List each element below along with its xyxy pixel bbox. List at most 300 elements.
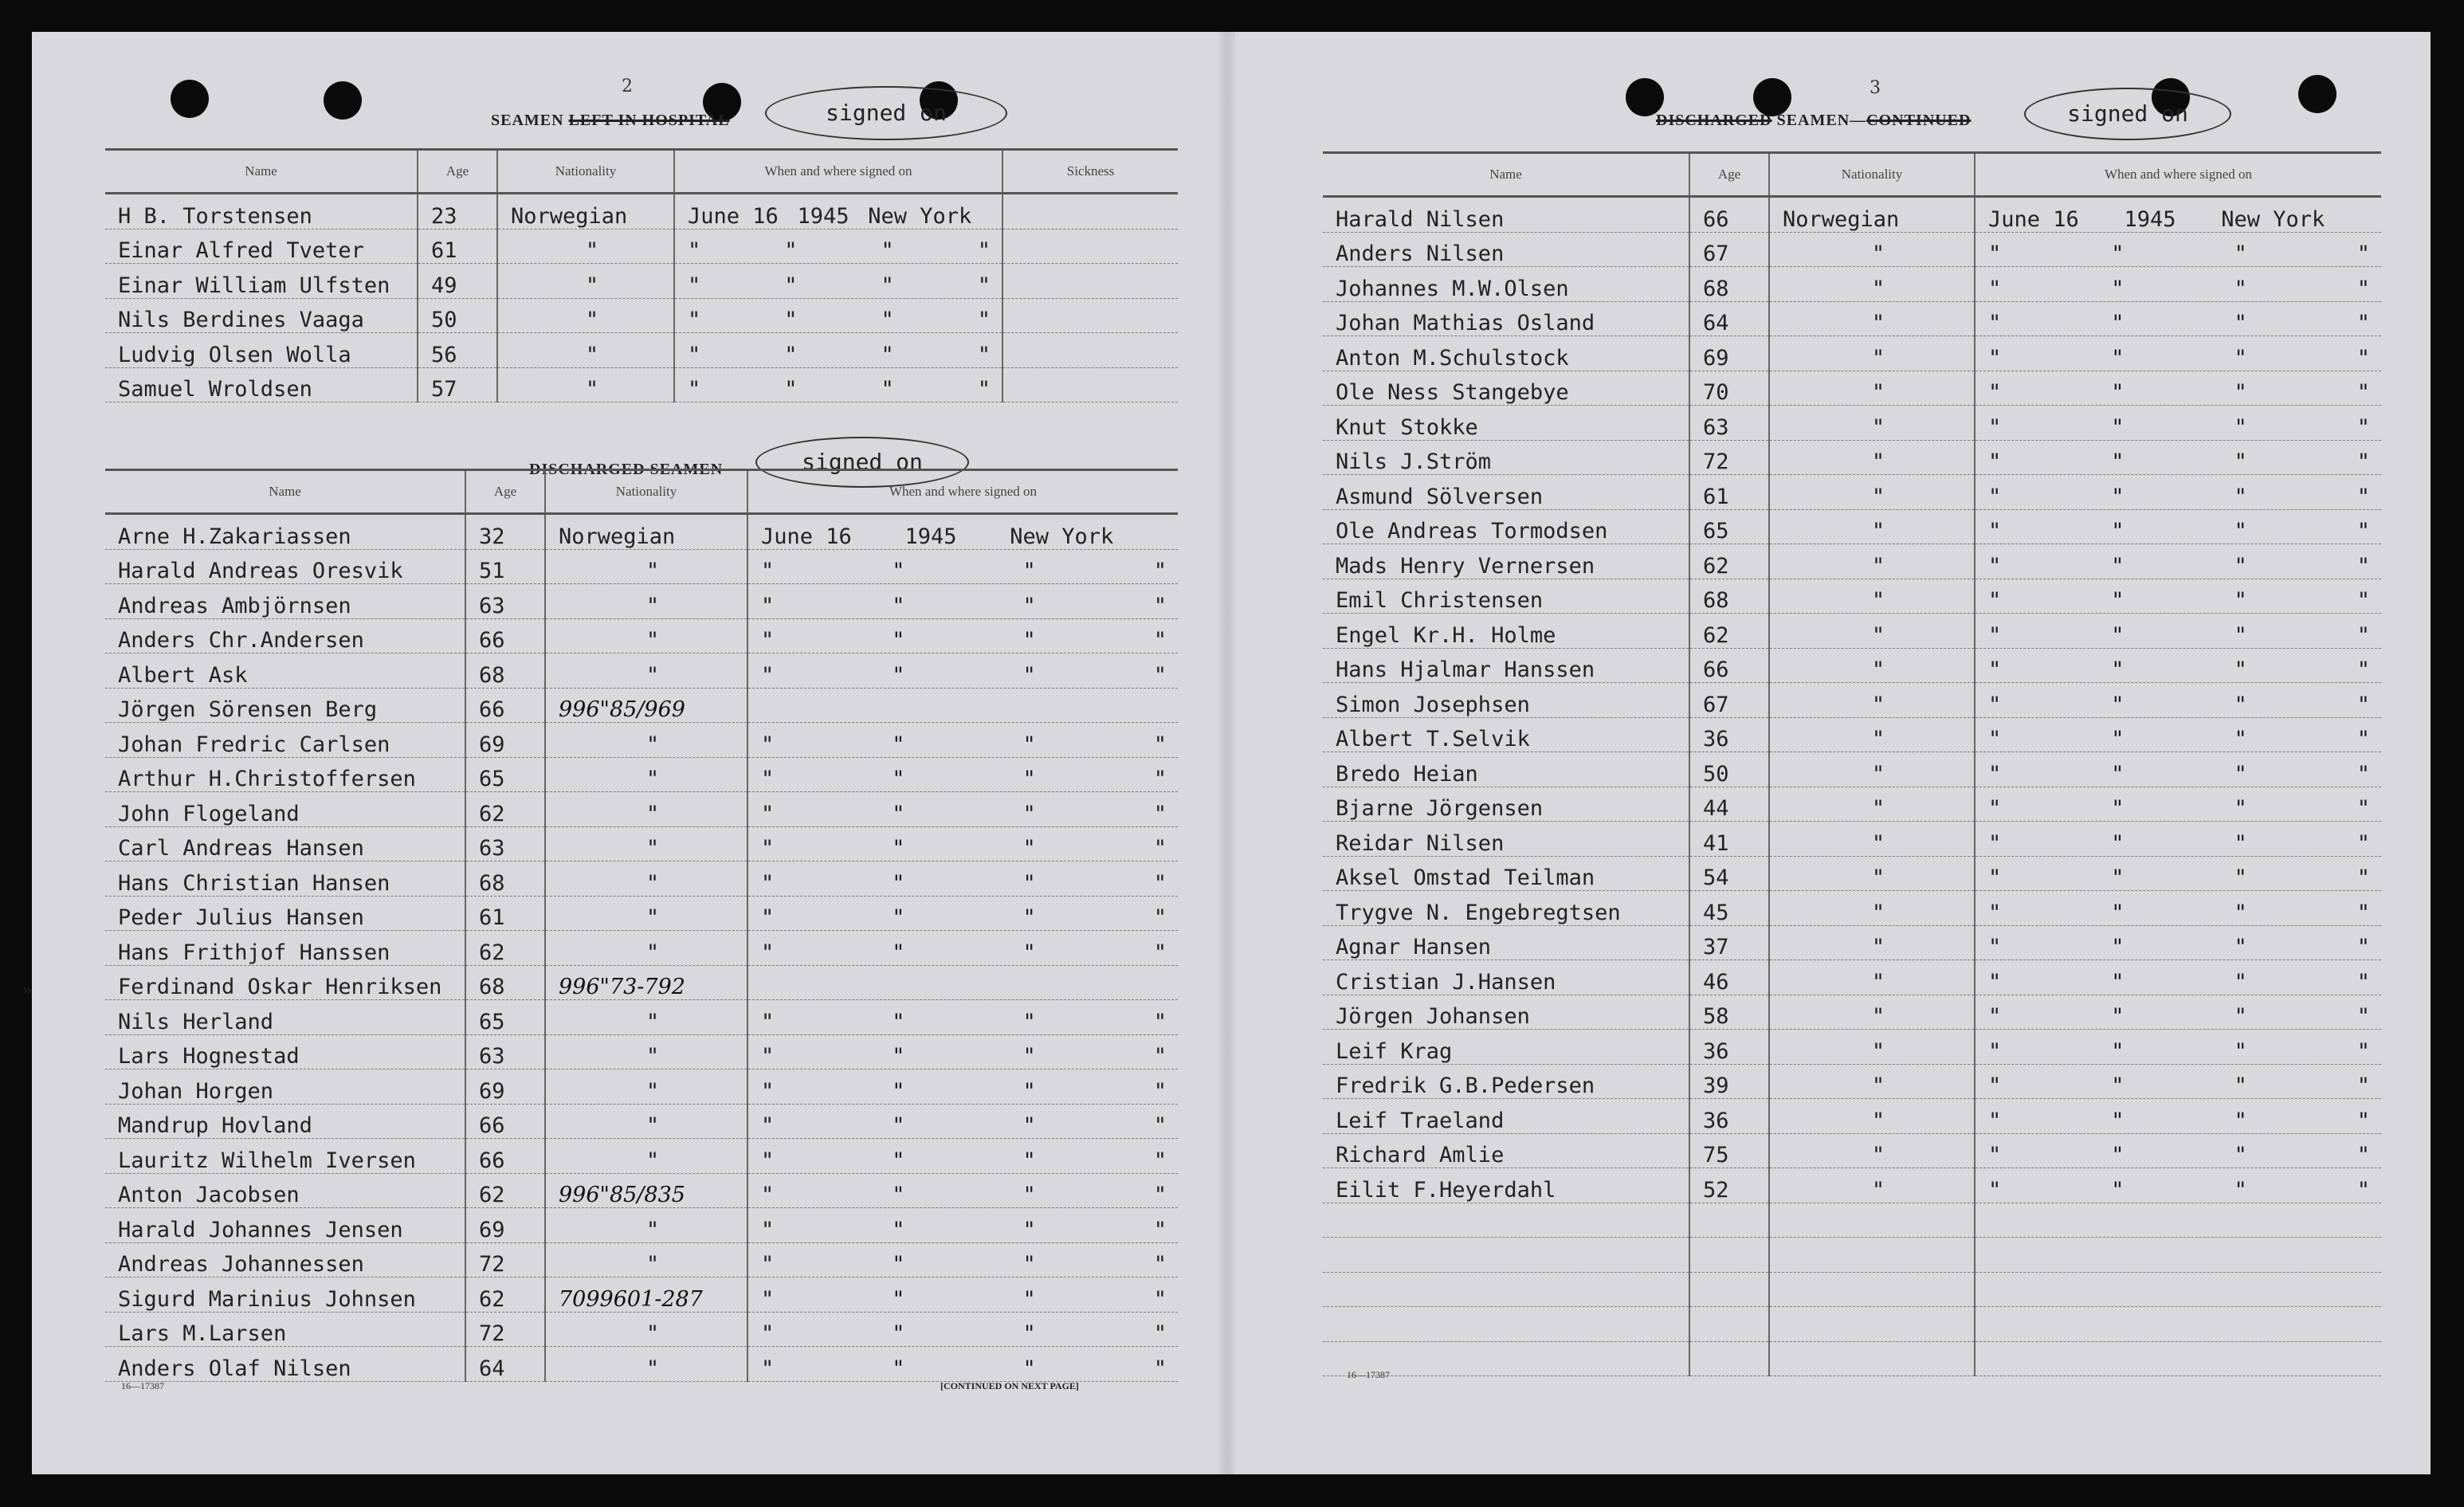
table-row xyxy=(1323,960,2381,995)
seaman-age: 41 xyxy=(1689,822,1769,857)
seaman-age: 65 xyxy=(465,1000,545,1035)
seaman-nationality: " xyxy=(1769,925,1975,960)
table-row xyxy=(1323,683,2381,718)
seaman-nationality: " xyxy=(545,1034,747,1069)
seaman-age: 50 xyxy=(1689,752,1769,787)
signed-on-cell xyxy=(747,688,1178,723)
signed-on-cell xyxy=(1975,787,2381,822)
seaman-name: Mads Henry Vernersen xyxy=(1323,544,1689,579)
table-row xyxy=(105,1208,1178,1243)
signed-on-cell xyxy=(747,549,1178,584)
signed-on-part: 1945 xyxy=(904,524,957,549)
seaman-name: Lauritz Wilhelm Iversen xyxy=(105,1139,465,1174)
signed-on-part: " xyxy=(2356,796,2370,821)
seaman-age: 61 xyxy=(1689,475,1769,510)
signed-on-part: " xyxy=(2111,1038,2125,1064)
empty-cell xyxy=(1323,1203,1689,1238)
signed-on-part: " xyxy=(2234,449,2247,474)
signed-on-part: " xyxy=(2234,241,2247,266)
seaman-name: Arne H.Zakariassen xyxy=(105,514,465,550)
signed-on-cell xyxy=(1975,717,2381,752)
seaman-nationality: " xyxy=(1769,579,1975,614)
hospital-table xyxy=(105,148,1178,402)
seaman-name: Trygve N. Engebregtsen xyxy=(1323,891,1689,926)
signed-on-part: " xyxy=(1022,940,1036,965)
signed-on-part: " xyxy=(881,377,894,402)
seaman-name: Ferdinand Oskar Henriksen xyxy=(105,965,465,1000)
punch-hole xyxy=(171,80,209,118)
table-row xyxy=(1323,822,2381,857)
seaman-name: Fredrik G.B.Pedersen xyxy=(1323,1064,1689,1099)
signed-on-part: " xyxy=(2356,1073,2370,1098)
signed-on-part: " xyxy=(1022,801,1036,826)
seaman-nationality: " xyxy=(1769,960,1975,995)
signed-on-part: " xyxy=(1153,732,1167,757)
col-header-when-where: When and where signed on xyxy=(1975,153,2381,197)
signed-on-part: " xyxy=(1153,905,1167,930)
signed-on-cell xyxy=(1975,440,2381,475)
signed-on-part: " xyxy=(2234,692,2247,717)
table-row xyxy=(105,653,1178,689)
seaman-nationality: " xyxy=(1769,787,1975,822)
signed-on-part: " xyxy=(1153,593,1167,618)
seaman-age: 50 xyxy=(418,298,497,333)
signed-on-part: " xyxy=(1988,1004,2002,1029)
seaman-age: 58 xyxy=(1689,995,1769,1030)
signed-on-cell xyxy=(1975,197,2381,233)
punch-hole xyxy=(1753,78,1791,116)
signed-on-part: " xyxy=(892,1321,905,1346)
seaman-nationality: 996"73-792 xyxy=(545,965,747,1000)
seaman-age: 69 xyxy=(465,1069,545,1105)
continued-section-title: DISCHARGED SEAMEN—CONTINUED xyxy=(1656,112,1972,129)
seaman-age: 69 xyxy=(465,723,545,758)
table-row xyxy=(1323,301,2381,336)
seaman-nationality: " xyxy=(1769,648,1975,683)
signed-on-part: " xyxy=(2111,345,2125,371)
signed-on-part: " xyxy=(688,342,701,367)
seaman-name: Agnar Hansen xyxy=(1323,925,1689,960)
signed-on-part: " xyxy=(761,870,775,896)
seaman-name: Harald Andreas Oresvik xyxy=(105,549,465,584)
seaman-nationality: 7099601-287 xyxy=(545,1277,747,1313)
table-row xyxy=(105,1069,1178,1105)
signed-on-cell xyxy=(1975,1030,2381,1065)
signed-on-part: " xyxy=(1153,1078,1167,1104)
signed-on-part: " xyxy=(2111,830,2125,856)
seaman-name: Einar Alfred Tveter xyxy=(105,229,418,264)
signed-on-part: " xyxy=(1988,553,2002,579)
sickness-cell xyxy=(1002,333,1178,368)
signed-on-part: " xyxy=(1022,767,1036,791)
seaman-age: 61 xyxy=(465,896,545,931)
table-row xyxy=(105,757,1178,792)
signed-on-part: " xyxy=(1022,1356,1036,1381)
signed-on-part: " xyxy=(1153,1183,1167,1207)
signed-on-cell xyxy=(674,229,1002,264)
signed-on-cell xyxy=(1975,1064,2381,1099)
signed-on-part: " xyxy=(881,273,894,298)
signed-on-part: " xyxy=(892,870,905,896)
table-row xyxy=(105,618,1178,653)
seaman-name: Arthur H.Christoffersen xyxy=(105,757,465,792)
signed-on-part: June 16 xyxy=(761,524,852,549)
seaman-nationality: " xyxy=(545,584,747,619)
empty-cell xyxy=(1769,1307,1975,1342)
seaman-name: Anders Chr.Andersen xyxy=(105,618,465,653)
seaman-name: Hans Christian Hansen xyxy=(105,861,465,897)
signed-on-part: " xyxy=(761,1252,775,1277)
seaman-age: 37 xyxy=(1689,925,1769,960)
signed-on-part: " xyxy=(784,342,798,367)
seaman-name: Ludvig Olsen Wolla xyxy=(105,333,418,368)
signed-on-cell xyxy=(747,861,1178,897)
signed-on-part: " xyxy=(1988,1038,2002,1064)
col-header-when-where: When and where signed on xyxy=(674,150,1002,194)
sickness-cell xyxy=(1002,264,1178,299)
signed-on-part: " xyxy=(2111,484,2125,509)
seaman-name: Anton M.Schulstock xyxy=(1323,336,1689,371)
seaman-name: Leif Krag xyxy=(1323,1030,1689,1065)
col-header-name: Name xyxy=(1323,153,1689,197)
table-row xyxy=(1323,995,2381,1030)
seaman-nationality: 996"85/835 xyxy=(545,1173,747,1208)
table-row xyxy=(105,1277,1178,1313)
signed-on-cell xyxy=(1975,406,2381,441)
seaman-nationality: " xyxy=(545,931,747,966)
seaman-nationality: " xyxy=(1769,440,1975,475)
table-row xyxy=(1323,1099,2381,1134)
signed-on-part: " xyxy=(892,732,905,757)
signed-on-part: " xyxy=(784,377,798,402)
signed-on-part: " xyxy=(1988,414,2002,440)
signed-on-part: " xyxy=(1153,870,1167,896)
signed-on-part: " xyxy=(892,1286,905,1312)
table-row xyxy=(105,549,1178,584)
table-row xyxy=(1323,717,2381,752)
signed-on-cell xyxy=(747,618,1178,653)
seaman-nationality: Norwegian xyxy=(545,514,747,550)
page-number: 2 xyxy=(622,77,633,96)
seaman-age: 72 xyxy=(1689,440,1769,475)
seaman-nationality: " xyxy=(1769,752,1975,787)
signed-on-part: " xyxy=(1153,662,1167,688)
seaman-age: 67 xyxy=(1689,232,1769,267)
signed-on-cell xyxy=(747,757,1178,792)
seaman-name: Peder Julius Hansen xyxy=(105,896,465,931)
seaman-name: Cristian J.Hansen xyxy=(1323,960,1689,995)
signed-on-part: " xyxy=(761,593,775,618)
signed-on-part: " xyxy=(1022,836,1036,861)
seaman-nationality: " xyxy=(545,723,747,758)
seaman-name: Albert T.Selvik xyxy=(1323,717,1689,752)
table-row xyxy=(1323,856,2381,891)
seaman-age: 66 xyxy=(465,1139,545,1174)
table-header-row xyxy=(105,470,1178,514)
signed-on-part: " xyxy=(1153,1217,1167,1242)
signed-on-part: " xyxy=(892,1113,905,1138)
signed-on-part: " xyxy=(1022,1113,1036,1138)
signed-on-part: New York xyxy=(2221,206,2325,232)
table-row xyxy=(105,514,1178,550)
signed-on-cell xyxy=(1975,648,2381,683)
seaman-age: 56 xyxy=(418,333,497,368)
table-row xyxy=(1323,232,2381,267)
table-row xyxy=(1323,336,2381,371)
seaman-name: H B. Torstensen xyxy=(105,194,418,230)
seaman-age: 69 xyxy=(465,1208,545,1243)
seaman-name: Lars Hognestad xyxy=(105,1034,465,1069)
table-row xyxy=(1323,440,2381,475)
signed-on-part: " xyxy=(977,377,991,402)
signed-on-part: " xyxy=(1988,276,2002,301)
seaman-age: 63 xyxy=(465,826,545,861)
table-row xyxy=(105,826,1178,861)
signed-on-part: " xyxy=(2356,1177,2370,1203)
seaman-nationality: " xyxy=(545,549,747,584)
table-row xyxy=(1323,267,2381,302)
seaman-age: 62 xyxy=(465,1277,545,1313)
signed-on-part: June 16 xyxy=(1988,206,2079,232)
signed-on-part: " xyxy=(1153,767,1167,791)
signed-on-cell xyxy=(674,333,1002,368)
table-row xyxy=(105,1173,1178,1208)
seaman-age: 66 xyxy=(1689,197,1769,233)
table-row xyxy=(1323,787,2381,822)
signed-on-part: " xyxy=(2111,761,2125,787)
seaman-nationality: Norwegian xyxy=(1769,197,1975,233)
seaman-name: Asmund Sölversen xyxy=(1323,475,1689,510)
discharged-section-title: DISCHARGED SEAMEN xyxy=(529,461,724,478)
signed-on-part: " xyxy=(1988,241,2002,266)
seaman-nationality: " xyxy=(545,1347,747,1382)
seaman-age: 61 xyxy=(418,229,497,264)
signed-on-cell xyxy=(1975,475,2381,510)
signed-on-part: " xyxy=(892,662,905,688)
signed-on-part: " xyxy=(1022,1286,1036,1312)
signed-on-part: " xyxy=(2356,865,2370,890)
seaman-age: 36 xyxy=(1689,1099,1769,1134)
empty-cell xyxy=(1689,1238,1769,1273)
signed-on-part: " xyxy=(892,940,905,965)
seaman-name: Harald Johannes Jensen xyxy=(105,1208,465,1243)
seaman-name: Leif Traeland xyxy=(1323,1099,1689,1134)
seaman-age: 68 xyxy=(1689,579,1769,614)
signed-on-part: " xyxy=(2356,449,2370,474)
signed-on-cell xyxy=(1975,995,2381,1030)
signed-on-part: " xyxy=(1153,559,1167,583)
signed-on-cell xyxy=(747,653,1178,689)
signed-on-part: " xyxy=(892,767,905,791)
signed-on-part: " xyxy=(1988,830,2002,856)
signed-on-part: " xyxy=(2234,1143,2247,1168)
signed-on-part: " xyxy=(977,238,991,263)
empty-cell xyxy=(1769,1238,1975,1273)
seaman-nationality: " xyxy=(1769,856,1975,891)
empty-cell xyxy=(1689,1203,1769,1238)
signed-on-cell xyxy=(1975,925,2381,960)
empty-cell xyxy=(1975,1307,2381,1342)
signed-on-part: " xyxy=(761,1321,775,1346)
signed-on-part: New York xyxy=(868,203,972,229)
seaman-age: 45 xyxy=(1689,891,1769,926)
seaman-name: Einar William Ulfsten xyxy=(105,264,418,299)
signed-on-part: " xyxy=(2234,865,2247,890)
seaman-name: Andreas Johannessen xyxy=(105,1242,465,1277)
seaman-name: Simon Josephsen xyxy=(1323,683,1689,718)
signed-on-part: " xyxy=(1153,1009,1167,1034)
signed-on-part: " xyxy=(977,342,991,367)
seaman-nationality: " xyxy=(1769,301,1975,336)
seaman-age: 69 xyxy=(1689,336,1769,371)
signed-on-part: " xyxy=(761,1009,775,1034)
signed-on-cell xyxy=(1975,822,2381,857)
seaman-name: Johan Fredric Carlsen xyxy=(105,723,465,758)
seaman-nationality: " xyxy=(1769,336,1975,371)
signed-on-part: " xyxy=(1153,1286,1167,1312)
signed-on-part: " xyxy=(2234,276,2247,301)
signed-on-part: " xyxy=(2111,1108,2125,1133)
signed-on-part: " xyxy=(1022,1252,1036,1277)
signed-on-part: " xyxy=(2111,519,2125,544)
signed-on-part: " xyxy=(2234,414,2247,440)
signed-on-part: " xyxy=(1153,1321,1167,1346)
empty-cell xyxy=(1323,1238,1689,1273)
signed-on-part: " xyxy=(1022,1078,1036,1104)
table-row xyxy=(105,931,1178,966)
signed-on-part: " xyxy=(2356,1108,2370,1133)
seaman-nationality: " xyxy=(545,1104,747,1139)
seaman-nationality: " xyxy=(545,861,747,897)
seaman-nationality: " xyxy=(1769,683,1975,718)
col-header-nationality: Nationality xyxy=(1769,153,1975,197)
signed-on-part: " xyxy=(892,1183,905,1207)
table-row xyxy=(105,1242,1178,1277)
table-row xyxy=(1323,752,2381,787)
signed-on-part: " xyxy=(1988,1177,2002,1203)
signed-on-part: " xyxy=(2111,969,2125,995)
signed-on-part: " xyxy=(892,593,905,618)
seaman-name: Hans Hjalmar Hanssen xyxy=(1323,648,1689,683)
signed-on-part: " xyxy=(784,308,798,332)
signed-on-cell xyxy=(747,1208,1178,1243)
punch-hole xyxy=(2298,75,2336,113)
signed-on-part: " xyxy=(892,1078,905,1104)
signed-on-part: " xyxy=(1022,732,1036,757)
seaman-nationality: " xyxy=(1769,406,1975,441)
sickness-cell xyxy=(1002,298,1178,333)
signed-on-part: " xyxy=(2356,830,2370,856)
signed-on-cell xyxy=(1975,1099,2381,1134)
signed-on-part: " xyxy=(2234,1177,2247,1203)
signed-on-part: " xyxy=(2356,657,2370,682)
signed-on-cell xyxy=(747,1034,1178,1069)
seaman-name: John Flogeland xyxy=(105,792,465,827)
seaman-nationality: " xyxy=(1769,1099,1975,1134)
signed-on-cell xyxy=(1975,614,2381,649)
signed-on-part: " xyxy=(1988,969,2002,995)
signed-on-cell xyxy=(747,1069,1178,1105)
sickness-cell xyxy=(1002,194,1178,230)
seaman-age: 46 xyxy=(1689,960,1769,995)
seaman-age: 65 xyxy=(465,757,545,792)
signed-on-part: " xyxy=(2111,414,2125,440)
seaman-age: 66 xyxy=(465,688,545,723)
handwritten-signed-on: signed on xyxy=(755,437,969,488)
empty-row xyxy=(1323,1203,2381,1238)
table-row xyxy=(1323,1030,2381,1065)
table-row xyxy=(105,688,1178,723)
signed-on-part: " xyxy=(892,1044,905,1069)
seaman-nationality: " xyxy=(545,1069,747,1105)
table-row xyxy=(105,723,1178,758)
seaman-nationality: " xyxy=(1769,891,1975,926)
signed-on-part: " xyxy=(892,1148,905,1173)
signed-on-cell xyxy=(747,826,1178,861)
table-row xyxy=(1323,371,2381,406)
signed-on-part: " xyxy=(761,1286,775,1312)
seaman-name: Nils Herland xyxy=(105,1000,465,1035)
page-3 xyxy=(1235,32,2431,1474)
signed-on-part: " xyxy=(1988,380,2002,405)
seaman-age: 62 xyxy=(1689,614,1769,649)
seaman-name: Albert Ask xyxy=(105,653,465,689)
seaman-name: Sigurd Marinius Johnsen xyxy=(105,1277,465,1313)
empty-cell xyxy=(1769,1341,1975,1376)
col-header-name: Name xyxy=(105,470,465,514)
seaman-nationality: " xyxy=(1769,1064,1975,1099)
signed-on-part: " xyxy=(2356,553,2370,579)
seaman-nationality: " xyxy=(497,264,674,299)
signed-on-part: " xyxy=(761,1356,775,1381)
signed-on-part: " xyxy=(688,377,701,402)
seaman-name: Johan Horgen xyxy=(105,1069,465,1105)
signed-on-cell xyxy=(747,584,1178,619)
signed-on-part: " xyxy=(2111,1004,2125,1029)
seaman-name: Anders Olaf Nilsen xyxy=(105,1347,465,1382)
signed-on-part: " xyxy=(688,273,701,298)
signed-on-part: " xyxy=(2234,969,2247,995)
signed-on-cell xyxy=(747,931,1178,966)
signed-on-part: " xyxy=(1153,1356,1167,1381)
signed-on-part: " xyxy=(2111,1143,2125,1168)
table-row xyxy=(105,1312,1178,1347)
sickness-cell xyxy=(1002,367,1178,402)
signed-on-part: " xyxy=(1988,519,2002,544)
seaman-nationality: " xyxy=(1769,267,1975,302)
signed-on-cell xyxy=(747,1312,1178,1347)
seaman-nationality: " xyxy=(545,1208,747,1243)
signed-on-part: " xyxy=(2356,969,2370,995)
signed-on-cell xyxy=(1975,232,2381,267)
seaman-age: 66 xyxy=(1689,648,1769,683)
signed-on-part: " xyxy=(761,732,775,757)
empty-cell xyxy=(1975,1238,2381,1273)
col-header-name: Name xyxy=(105,150,418,194)
signed-on-cell xyxy=(674,194,1002,230)
signed-on-part: " xyxy=(892,1217,905,1242)
table-row xyxy=(1323,509,2381,544)
seaman-nationality: " xyxy=(497,333,674,368)
seaman-name: Anders Nilsen xyxy=(1323,232,1689,267)
punch-hole xyxy=(1626,78,1664,116)
table-row xyxy=(105,264,1178,299)
signed-on-cell xyxy=(747,1242,1178,1277)
seaman-name: Knut Stokke xyxy=(1323,406,1689,441)
seaman-name: Nils J.Ström xyxy=(1323,440,1689,475)
signed-on-cell xyxy=(1975,752,2381,787)
seaman-age: 64 xyxy=(1689,301,1769,336)
